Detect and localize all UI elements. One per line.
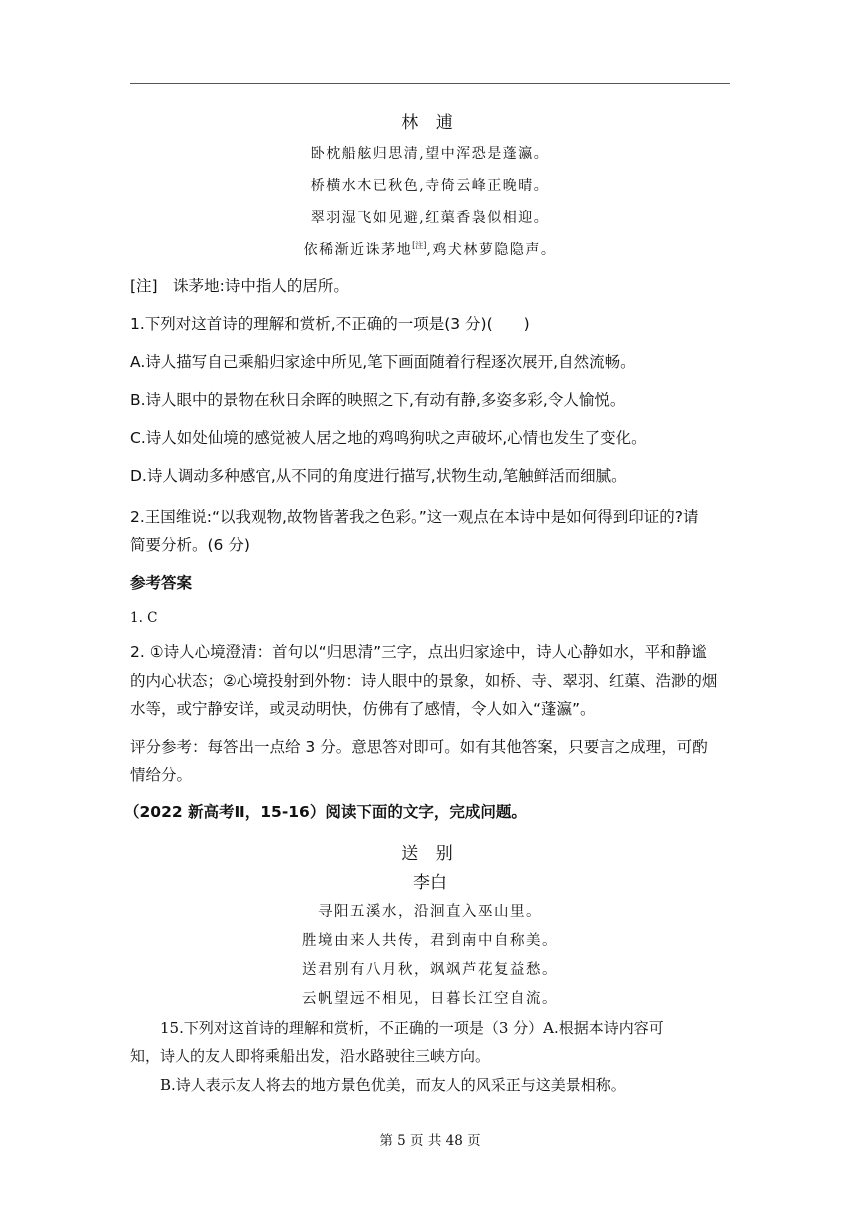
poem-author: 林 逋 [401, 113, 459, 133]
poem-line-part: 依稀渐近诛茅地 [303, 242, 413, 258]
answer-2-line: 2. ①诗人心境澄清：首句以“归思清”三字，点出归家途中，诗人心静如水，平和静谧 [130, 643, 707, 661]
option-b: B.诗人表示友人将去的地方景色优美，而友人的风采正与这美景相称。 [160, 1076, 626, 1094]
poem-line: 卧枕船舷归思清,望中浑恐是蓬瀛。 [310, 146, 550, 162]
scoring-line: 评分参考：每答出一点给 3 分。意思答对即可。如有其他答案，只要言之成理，可酌 [130, 738, 708, 756]
page-footer: 第 5 页 共 48 页 [379, 1133, 481, 1149]
poem-line-part: ,鸡犬林萝隐隐声。 [426, 242, 557, 258]
question-2-line: 2.王国维说:“以我观物,故物皆著我之色彩。”这一观点在本诗中是如何得到印证的?请 [130, 508, 699, 526]
poem-author: 李白 [413, 873, 447, 893]
poem-title: 送 别 [401, 844, 459, 864]
question-2-line: 简要分析。(6 分) [130, 536, 250, 554]
question-15-line: 15.下列对这首诗的理解和赏析，不正确的一项是（3 分）A.根据本诗内容可 [160, 1019, 664, 1037]
poem-line [130, 239, 730, 259]
option-c: C.诗人如处仙境的感觉被人居之地的鸡鸣狗吠之声破坏,心情也发生了变化。 [130, 429, 647, 447]
answer-2-line: 的内心状态；②心境投射到外物：诗人眼中的景象，如桥、寺、翠羽、红蕖、浩渺的烟 [130, 672, 718, 690]
poem-line: 云帆望远不相见，日暮长江空自流。 [302, 991, 558, 1007]
footnote: [注] 诛茅地:诗中指人的居所。 [130, 277, 349, 295]
poem-line: 翠羽湿飞如见避,红蕖香袅似相迎。 [310, 210, 550, 226]
answer-2-line: 水等，或宁静安详，或灵动明快，仿佛有了感情，令人如入“蓬瀛”。 [130, 700, 596, 718]
answer-1: 1. C [130, 610, 158, 626]
poem-line: 寻阳五溪水，沿洄直入巫山里。 [318, 904, 542, 920]
footnote-marker: [注] [412, 241, 427, 250]
poem-line: 送君别有八月秋，飒飒芦花复益愁。 [302, 962, 558, 978]
question-1: 1.下列对这首诗的理解和赏析,不正确的一项是(3 分)( ) [130, 315, 530, 333]
question-15-line: 知，诗人的友人即将乘船出发，沿水路驶往三峡方向。 [130, 1047, 491, 1065]
section-heading: （2022 新高考Ⅱ，15-16）阅读下面的文字，完成问题。 [124, 803, 527, 821]
poem-line: 桥横水木已秋色,寺倚云峰正晚晴。 [310, 178, 550, 194]
option-a: A.诗人描写自己乘船归家途中所见,笔下画面随着行程逐次展开,自然流畅。 [130, 353, 636, 371]
option-b: B.诗人眼中的景物在秋日余晖的映照之下,有动有静,多姿多彩,令人愉悦。 [130, 391, 626, 409]
header-rule [130, 83, 730, 84]
option-d: D.诗人调动多种感官,从不同的角度进行描写,状物生动,笔触鲜活而细腻。 [130, 467, 627, 485]
poem-line: 胜境由来人共传，君到南中自称美。 [302, 933, 558, 949]
scoring-line: 情给分。 [130, 766, 193, 784]
answer-heading: 参考答案 [130, 574, 193, 592]
